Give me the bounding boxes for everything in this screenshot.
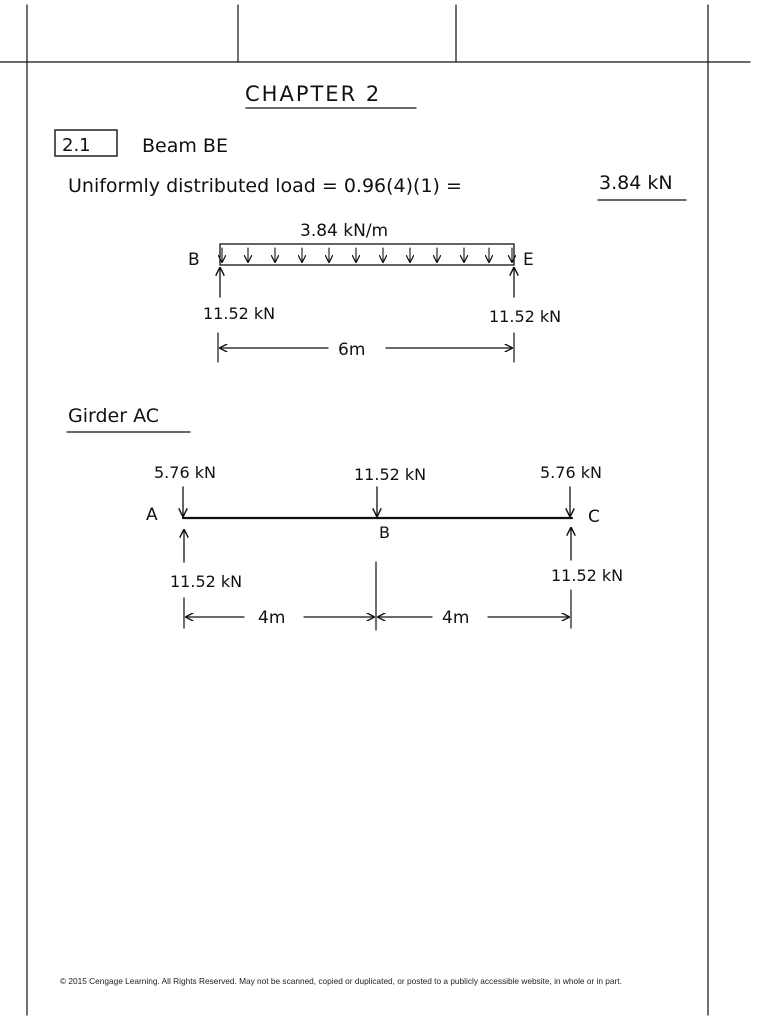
girder-load-mid-label: 11.52 kN — [354, 465, 427, 484]
beam-be-heading: Beam BE — [142, 135, 228, 157]
beam-be-right-reaction-label: 11.52 kN — [489, 307, 562, 326]
beam-be-right-end-label: E — [523, 250, 534, 270]
udl-equation: Uniformly distributed load = 0.96(4)(1) = — [68, 175, 462, 197]
girder-left-end-label: A — [146, 505, 158, 525]
problem-number: 2.1 — [62, 135, 91, 156]
girder-mid-point-label: B — [379, 523, 390, 542]
girder-load-left-label: 5.76 kN — [154, 463, 216, 482]
beam-be-diagram — [188, 221, 561, 362]
girder-span-left-label: 4m — [258, 608, 286, 628]
girder-ac-heading: Girder AC — [68, 405, 160, 427]
girder-ac-diagram — [146, 463, 623, 630]
beam-be-load-label: 3.84 kN/m — [300, 221, 389, 241]
udl-arrows — [222, 248, 512, 262]
udl-result: 3.84 kN — [599, 172, 673, 194]
girder-span-right-label: 4m — [442, 608, 470, 628]
girder-right-end-label: C — [588, 507, 600, 527]
beam-be-left-end-label: B — [188, 250, 200, 270]
girder-right-reaction-label: 11.52 kN — [551, 566, 624, 585]
chapter-title: CHAPTER 2 — [245, 82, 382, 106]
girder-left-reaction-label: 11.52 kN — [170, 572, 243, 591]
copyright-footer: © 2015 Cengage Learning. All Rights Reserved. May not be scanned, copied or duplicated, or posted to a publicly accessible website, in whole or in part. — [60, 976, 622, 986]
udl-load-block — [220, 244, 514, 265]
girder-load-right-label: 5.76 kN — [540, 463, 602, 482]
beam-be-left-reaction-label: 11.52 kN — [203, 304, 276, 323]
beam-be-span-label: 6m — [338, 340, 366, 360]
